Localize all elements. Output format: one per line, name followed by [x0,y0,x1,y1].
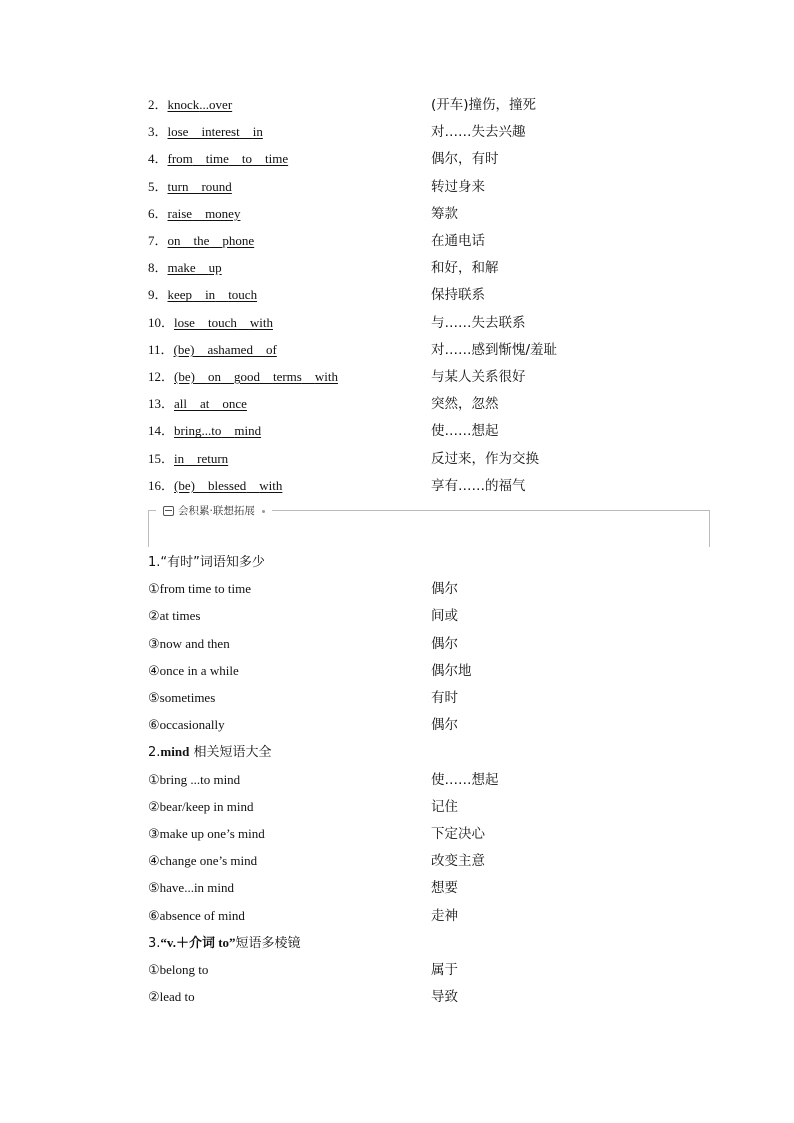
phrase-gap [195,315,208,330]
phrase-chinese: 使……想起 [431,423,499,440]
item-english: ②bear/keep in mind [148,798,254,814]
phrase-gap [209,396,222,411]
phrase-gap [184,451,197,466]
phrase-english [148,340,277,361]
phrase-word: with [259,477,283,493]
phrase-word: knock [167,97,200,112]
phrase-chinese: 偶尔，有时 [431,151,499,168]
heading-prefix: 2. [148,745,161,761]
phrase-gap [192,206,205,221]
phrase-word: mind [234,423,262,439]
phrase-word: of [265,341,277,357]
item-english: ⑥occasionally [148,717,225,733]
phrase-english [148,449,228,470]
phrase-chinese: 与某人关系很好 [431,369,526,385]
phrase-number: 7． [148,233,168,248]
banner-label-text: 会积累·联想拓展 [178,505,255,517]
phrase-english [148,421,261,442]
phrase-word: (be) [174,369,195,384]
item-english: ③now and then [148,635,230,651]
phrase-chinese: 在通电话 [431,233,485,249]
phrase-word: with [249,314,273,330]
phrase-english [148,122,263,143]
phrase-english [148,476,282,497]
phrase-chinese: 对……感到惭愧/羞耻 [431,341,558,358]
phrase-gap [246,478,259,493]
phrase-word: touch [228,287,258,303]
item-chinese: 使……想起 [431,771,499,788]
phrase-gap [193,151,206,166]
heading-prefix: 1.“有时”词语知多少 [148,555,265,570]
phrase-word: to [241,151,253,167]
phrase-chinese: 对……失去兴趣 [431,124,526,141]
phrase-english [148,313,273,334]
phrase-word: once [222,396,247,412]
phrase-word: keep [167,287,193,303]
phrase-word: in [252,124,263,140]
phrase-word: ashamed [207,341,253,357]
phrase-number: 14． [148,423,175,439]
phrase-gap [229,151,242,166]
section-heading [148,933,301,953]
phrase-gap [240,124,253,139]
phrase-english [148,258,222,279]
phrase-word: with [314,369,338,384]
phrase-word: lose [174,314,195,330]
item-chinese: 有时 [431,690,458,706]
item-chinese: 偶尔地 [431,662,472,679]
item-chinese: 间或 [431,608,458,625]
phrase-number: 2． [148,97,168,112]
phrase-gap [196,260,209,275]
phrase-word: make [167,260,196,276]
item-chinese: 改变主意 [431,853,485,870]
phrase-english [148,367,338,388]
phrase-gap [188,179,201,194]
phrase-word: bring [174,423,202,439]
phrase-word: (be) [174,477,195,493]
item-chinese: 导致 [431,989,458,1006]
item-english: ⑥absence of mind [148,907,245,923]
phrase-word: ...to [201,423,222,439]
item-english: ③make up one’s mind [148,826,265,841]
phrase-word: phone [222,233,255,248]
phrase-number: 6． [148,205,168,221]
phrase-chinese: 享有……的福气 [431,477,526,494]
phrase-english [148,394,247,415]
phrase-number: 4． [148,151,168,167]
item-chinese: 走神 [431,907,458,924]
item-english: ④change one’s mind [148,853,258,869]
phrase-gap [302,369,315,384]
phrase-number: 13． [148,396,175,412]
phrase-number: 11． [148,341,174,357]
phrase-word: good [233,369,260,384]
phrase-chinese: (开车)撞伤，撞死 [431,97,537,113]
banner-border-top [272,510,706,511]
item-english: ②lead to [148,989,195,1005]
note-icon [163,506,174,516]
phrase-word: in [205,287,216,303]
phrase-gap [221,423,234,438]
phrase-word: on [167,233,181,248]
phrase-gap [195,369,208,384]
phrase-word: terms [272,369,302,384]
item-chinese: 记住 [431,798,458,815]
heading-suffix: 相关短语大全 [189,745,272,761]
item-chinese: 想要 [431,880,458,897]
phrase-word: money [205,205,241,221]
phrase-number: 8． [148,260,168,276]
phrase-number: 5． [148,178,168,194]
phrase-gap [253,342,266,357]
heading-prefix: 3. [148,935,161,951]
phrase-word: from [167,151,193,167]
phrase-word: round [201,178,232,194]
phrase-word: lose [167,124,189,140]
phrase-gap [187,396,200,411]
phrase-number: 9． [148,287,168,303]
phrase-gap [221,369,234,384]
item-english: ①from time to time [148,581,251,597]
phrase-word: in [174,450,185,466]
item-chinese: 偶尔 [431,717,458,734]
phrase-english [148,285,257,306]
phrase-word: at [200,396,210,412]
phrase-english [148,177,232,198]
phrase-gap [209,233,222,248]
item-english: ④once in a while [148,662,239,678]
phrase-word: blessed [207,477,247,493]
item-english: ①bring ...to mind [148,771,241,787]
phrase-gap [192,287,205,302]
heading-suffix: 短语多棱镜 [235,935,301,951]
phrase-english [148,231,254,252]
phrase-chinese: 转过身来 [431,178,485,195]
phrase-gap [237,315,250,330]
phrase-word: on [207,369,221,384]
item-chinese: 属于 [431,962,458,978]
phrase-word: the [193,233,210,248]
phrase-chinese: 和好，和解 [431,260,499,277]
phrase-number: 15． [148,450,175,466]
item-english: ②at times [148,608,201,624]
phrase-chinese: 筹款 [431,205,458,222]
phrase-gap [260,369,273,384]
phrase-number: 3． [148,124,168,140]
phrase-number: 10． [148,314,175,330]
phrase-english [148,204,240,225]
dot-icon [262,510,265,513]
phrase-chinese: 与……失去联系 [431,314,526,331]
item-english: ⑤have...in mind [148,880,235,896]
phrase-word: return [197,450,229,466]
phrase-chinese: 突然，忽然 [431,396,499,413]
heading-bold: mind [160,744,190,760]
phrase-gap [215,287,228,302]
phrase-gap [195,478,208,493]
phrase-word: up [208,260,222,276]
phrase-word: time [205,151,229,167]
phrase-gap [188,124,201,139]
phrase-word: touch [207,314,237,330]
section-heading [148,742,271,762]
banner-border-right [704,510,710,547]
phrase-gap [252,151,265,166]
phrase-gap [194,342,207,357]
phrase-english [148,149,288,170]
phrase-number: 12． [148,369,175,384]
banner-label [160,503,268,519]
phrase-gap [181,233,194,248]
item-chinese: 下定决心 [431,826,485,842]
item-chinese: 偶尔 [431,635,458,652]
heading-bold: “v.＋介词 to” [160,934,236,950]
phrase-chinese: 保持联系 [431,287,485,304]
phrase-word: turn [167,178,189,194]
section-banner [148,505,710,547]
banner-border-left [148,510,156,547]
section-heading [148,552,265,572]
phrase-word: time [265,151,289,167]
phrase-chinese: 反过来，作为交换 [431,450,539,467]
phrase-word: raise [167,205,193,221]
phrase-word: (be) [173,341,195,357]
phrase-word: all [174,396,188,412]
phrase-number: 16． [148,477,175,493]
item-chinese: 偶尔 [431,581,458,598]
item-english: ⑤sometimes [148,690,216,705]
item-english: ①belong to [148,962,209,977]
phrase-word: interest [201,124,240,140]
phrase-english [148,95,232,116]
phrase-word: ...over [199,97,233,112]
